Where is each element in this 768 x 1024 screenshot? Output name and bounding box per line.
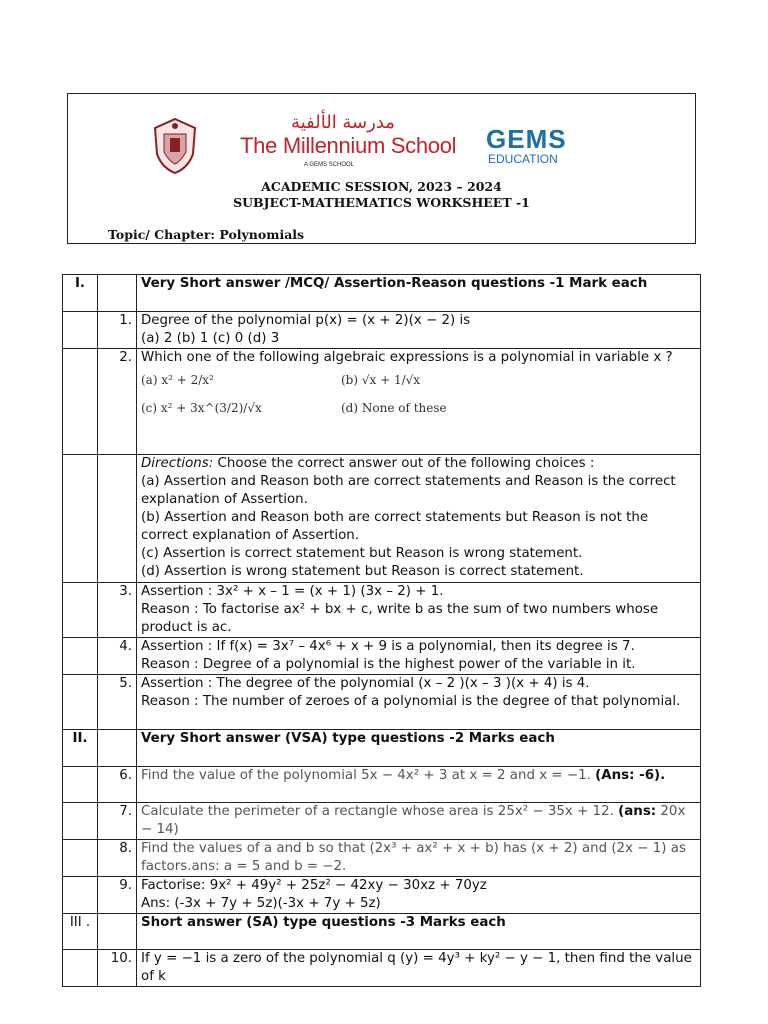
directions-row (63, 455, 701, 583)
question-row (63, 767, 701, 803)
question-6-answer: (Ans: -6). (595, 768, 666, 783)
assertion-text: Assertion : If f(x) = 3x⁷ – 4x⁶ + x + 9 is a polynomial, then its degree is 7. (141, 639, 635, 654)
reason-text: Reason : To factorise ax² + bx + c, write b as the sum of two numbers whose product is ac. (141, 602, 659, 635)
question-number: 6. (98, 767, 137, 803)
option-d: (d) None of these (341, 401, 447, 415)
header-box (67, 93, 696, 244)
section-title: Short answer (SA) type questions -3 Marks each (137, 914, 701, 950)
question-text (137, 638, 701, 675)
question-number: 1. (98, 312, 137, 349)
question-number: 5. (98, 675, 137, 730)
question-number: 4. (98, 638, 137, 675)
question-text (137, 950, 701, 987)
question-text (137, 877, 701, 914)
questions-table (62, 274, 701, 987)
section-number: III . (63, 914, 98, 950)
question-text (137, 583, 701, 638)
direction-a: (a) Assertion and Reason both are correct statements and Reason is the correct explanation of Assertion. (141, 474, 676, 507)
question-row (63, 583, 701, 638)
gems-education-label: EDUCATION (488, 152, 558, 166)
options-row (141, 399, 696, 417)
question-2-text: Which one of the following algebraic expressions is a polynomial in variable x ? (141, 350, 673, 365)
option-a: (a) x² + 2/x² (141, 373, 214, 387)
school-name: The Millennium School (240, 133, 457, 158)
section-number: I. (63, 275, 98, 312)
question-text (137, 840, 701, 877)
topic-chapter: Topic/ Chapter: Polynomials (108, 227, 305, 242)
question-number: 7. (98, 803, 137, 840)
question-7-answer-label: (ans: (618, 804, 657, 819)
directions-text (137, 455, 701, 583)
question-row (63, 349, 701, 455)
question-text (137, 803, 701, 840)
school-crest-logo (150, 116, 200, 176)
assertion-text: Assertion : The degree of the polynomial (x – 2 )(x – 3 )(x + 4) is 4. (141, 676, 590, 691)
question-row (63, 675, 701, 730)
question-9-answer: Ans: (-3x + 7y + 5z)(-3x + 7y + 5z) (141, 896, 381, 911)
assertion-text: Assertion : 3x² + x – 1 = (x + 1) (3x – 2) + 1. (141, 584, 444, 599)
reason-text: Reason : Degree of a polynomial is the highest power of the variable in it. (141, 657, 636, 672)
question-row (63, 877, 701, 914)
question-row (63, 840, 701, 877)
school-name-arabic: مدرسة الألفية (291, 112, 395, 133)
question-row (63, 950, 701, 987)
question-row (63, 312, 701, 349)
directions-label: Directions: (141, 456, 214, 471)
question-number: 8. (98, 840, 137, 877)
school-subtitle: A GEMS SCHOOL (304, 162, 355, 168)
question-number: 10. (98, 950, 137, 987)
question-text (137, 767, 701, 803)
section-row (63, 275, 701, 312)
question-number: 9. (98, 877, 137, 914)
question-10-text: If y = −1 is a zero of the polynomial q (y) = 4y³ + ky² − y − 1, then find the value of k (141, 951, 692, 984)
question-7-answer: 20x − 14) (141, 804, 686, 837)
direction-b: (b) Assertion and Reason both are correct statements but Reason is not the correct explanation of Assertion. (141, 510, 649, 543)
option-c: (c) x² + 3x^(3/2)/√x (141, 401, 262, 415)
question-text (137, 349, 701, 455)
worksheet-subject: SUBJECT-MATHEMATICS WORKSHEET -1 (233, 195, 530, 210)
question-8-text: Find the values of a and b so that (2x³ + ax² + x + b) has (x + 2) and (2x − 1) as factors.ans: a = 5 and b = −2. (141, 841, 686, 874)
question-1-text: Degree of the polynomial p(x) = (x + 2)(x − 2) is (141, 313, 471, 328)
gems-logo: GEMS (486, 124, 567, 154)
reason-text: Reason : The number of zeroes of a polynomial is the degree of that polynomial. (141, 694, 681, 709)
question-row (63, 803, 701, 840)
direction-c: (c) Assertion is correct statement but Reason is wrong statement. (141, 546, 583, 561)
direction-d: (d) Assertion is wrong statement but Reason is correct statement. (141, 564, 584, 579)
question-text (137, 312, 701, 349)
question-text (137, 675, 701, 730)
academic-session: ACADEMIC SESSION, 2023 – 2024 (261, 179, 502, 194)
question-9-text: Factorise: 9x² + 49y² + 25z² − 42xy − 30xz + 70yz (141, 878, 487, 893)
question-row (63, 638, 701, 675)
question-number: 2. (98, 349, 137, 455)
section-row (63, 730, 701, 767)
section-row (63, 914, 701, 950)
section-title: Very Short answer /MCQ/ Assertion-Reason questions -1 Mark each (137, 275, 701, 312)
section-title: Very Short answer (VSA) type questions -2 Marks each (137, 730, 701, 767)
question-6-text: Find the value of the polynomial 5x − 4x² + 3 at x = 2 and x = −1. (141, 768, 591, 783)
question-7-text: Calculate the perimeter of a rectangle whose area is 25x² − 35x + 12. (141, 804, 614, 819)
question-1-options: (a) 2 (b) 1 (c) 0 (d) 3 (141, 331, 280, 346)
option-b: (b) √x + 1/√x (341, 373, 421, 387)
options-row (141, 371, 696, 389)
section-number: II. (63, 730, 98, 767)
question-number: 3. (98, 583, 137, 638)
directions-intro: Choose the correct answer out of the following choices : (213, 456, 595, 471)
